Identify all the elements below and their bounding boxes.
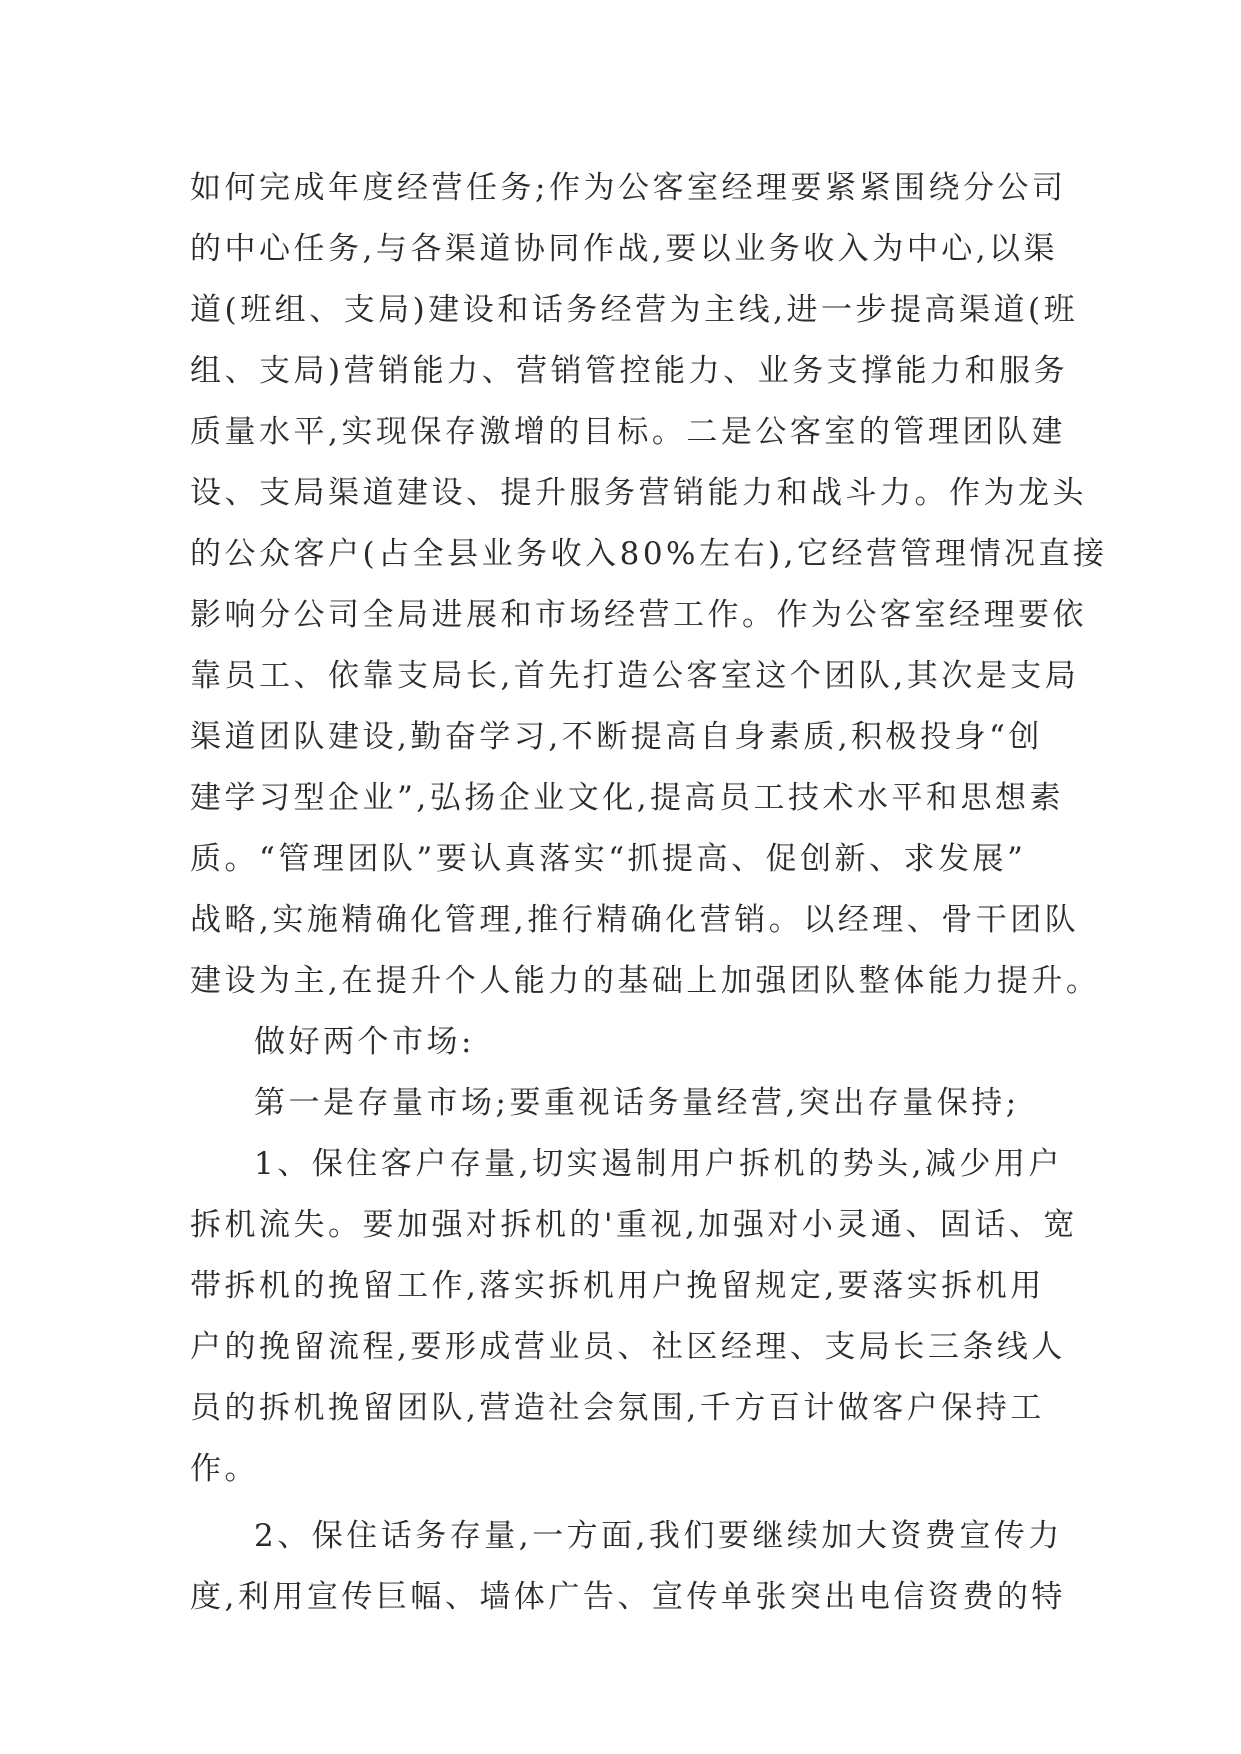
text-line: 道(班组、支局)建设和话务经营为主线,进一步提高渠道(班 [190,292,1079,328]
text-line: 1、保住客户存量,切实遏制用户拆机的势头,减少用户 [254,1146,1063,1182]
text-line: 建学习型企业”,弘扬企业文化,提高员工技术水平和思想素 [190,780,1065,816]
text-line: 做好两个市场: [254,1024,475,1060]
text-line: 第一是存量市场;要重视话务量经营,突出存量保持; [254,1085,1020,1121]
text-line: 2、保住话务存量,一方面,我们要继续加大资费宣传力 [254,1518,1063,1554]
text-line: 组、支局)营销能力、营销管控能力、业务支撑能力和服务 [190,353,1069,389]
text-line: 员的拆机挽留团队,营造社会氛围,千方百计做客户保持工 [190,1390,1045,1426]
text-line: 的公众客户(占全县业务收入80%左右),它经营管理情况直接 [190,536,1108,572]
document-body [190,158,1108,1628]
text-line: 战略,实施精确化管理,推行精确化营销。以经理、骨干团队 [190,902,1080,938]
text-line: 质。“管理团队”要认真落实“抓提高、促创新、求发展” [190,841,1027,877]
text-line: 作。 [190,1451,259,1487]
text-line: 户的挽留流程,要形成营业员、社区经理、支局长三条线人 [190,1329,1066,1365]
text-line: 设、支局渠道建设、提升服务营销能力和战斗力。作为龙头 [190,475,1087,511]
text-line: 靠员工、依靠支局长,首先打造公客室这个团队,其次是支局 [190,658,1080,694]
text-line: 度,利用宣传巨幅、墙体广告、宣传单张突出电信资费的特 [190,1579,1066,1615]
text-line: 影响分公司全局进展和市场经营工作。作为公客室经理要依 [190,597,1087,633]
text-line: 的中心任务,与各渠道协同作战,要以业务收入为中心,以渠 [190,231,1059,267]
text-line: 如何完成年度经营任务;作为公客室经理要紧紧围绕分公司 [190,170,1067,206]
text-line: 建设为主,在提升个人能力的基础上加强团队整体能力提升。 [190,963,1101,999]
text-line: 带拆机的挽留工作,落实拆机用户挽留规定,要落实拆机用 [190,1268,1045,1304]
text-line: 渠道团队建设,勤奋学习,不断提高自身素质,积极投身“创 [190,719,1043,755]
text-line: 质量水平,实现保存激增的目标。二是公客室的管理团队建 [190,414,1066,450]
text-line: 拆机流失。要加强对拆机的'重视,加强对小灵通、固话、宽 [190,1207,1078,1243]
